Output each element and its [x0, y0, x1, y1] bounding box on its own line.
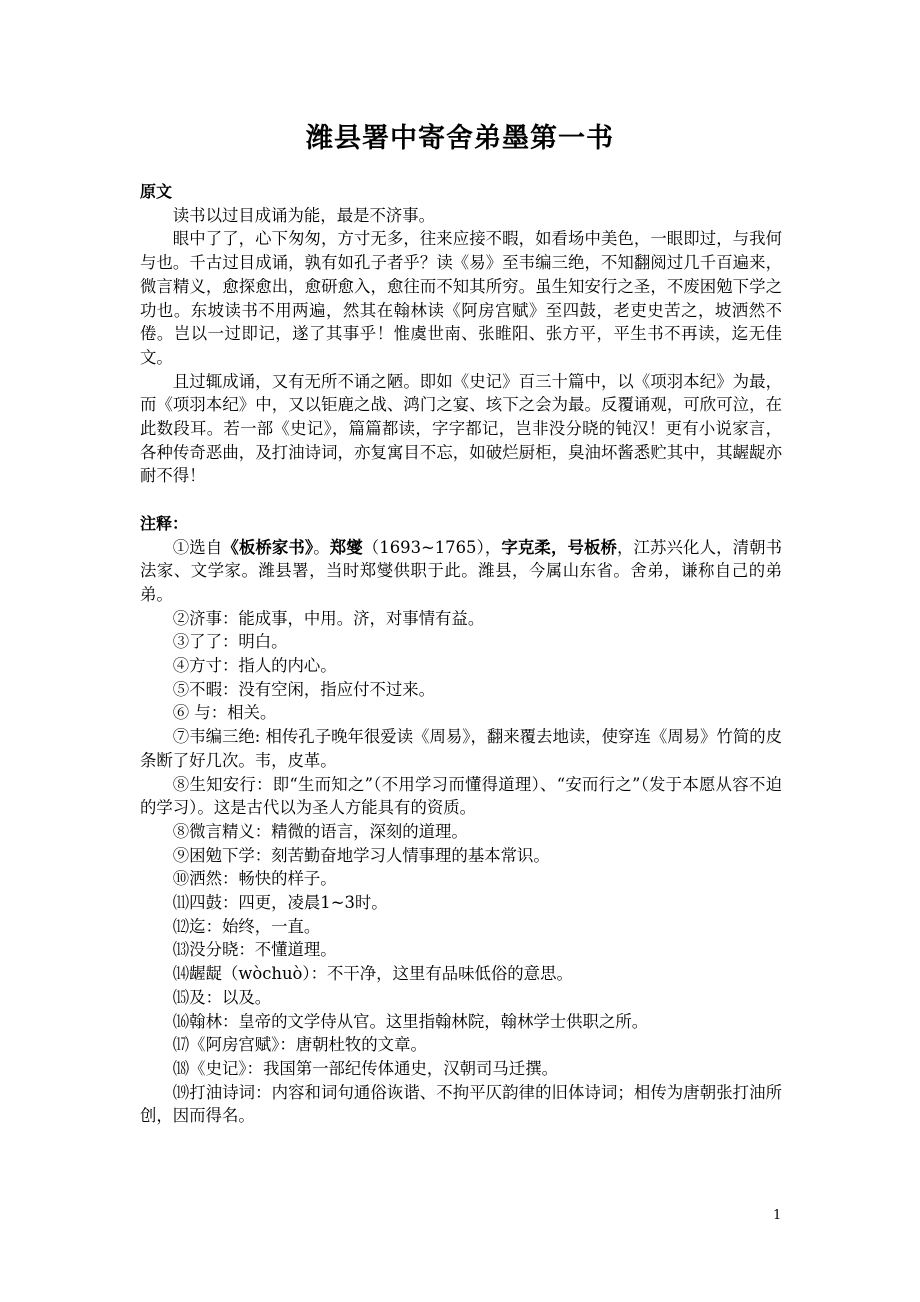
document-title: 潍县署中寄舍弟墨第一书 [306, 123, 614, 154]
note-item: ⒆打油诗词：内容和词句通俗诙谐、不拘平仄韵律的旧体诗词；相传为唐朝张打油所创，因而得名。 [140, 1082, 782, 1126]
note-item: ⒃翰林：皇帝的文学侍从官。这里指翰林院，翰林学士供职之所。 [172, 1011, 649, 1031]
section-gap [140, 488, 782, 512]
note-bold-text: 《板桥家书》 [222, 537, 314, 557]
note-item: ⒁龌龊（wòchuò）：不干净，这里有品味低俗的意思。 [172, 964, 573, 984]
original-paragraph: 读书以过目成诵为能，最是不济事。 [172, 205, 436, 225]
page-number: 1 [773, 1208, 782, 1223]
note-item: ②济事：能成事，中用。济，对事情有益。 [172, 608, 485, 628]
note-item: ⑾四鼓：四更，凌晨1~3时。 [172, 893, 388, 913]
original-paragraph: 眼中了了，心下匆匆，方寸无多，往来应接不暇，如看场中美色，一眼即过，与我何与也。千古过目成诵，孰有如孔子者乎？读《易》至韦编三绝，不知翻阅过几千百遍来，微言精义，愈探愈出，愈研愈入，愈往而不知其所穷。虽生知安行之圣，不废困勉下学之功也。东坡读书不用两遍，然其在翰林读《阿房宫赋》至四鼓，老吏史苦之，坡洒然不倦。岂以一过即记，遂了其事乎！惟虞世南、张睢阳、张方平，平生书不再读，迄无佳文。 [140, 229, 782, 367]
note-item: ⑥ 与：相关。 [172, 703, 277, 723]
note-item: ⑧生知安行：即“生而知之”（不用学习而懂得道理）、“安而行之”（发于本愿从容不迫的学习）。这是古代以为圣人方能具有的资质。 [140, 774, 782, 818]
note-item: ④方寸：指人的内心。 [172, 656, 337, 676]
note-text: 。 [313, 537, 330, 557]
original-paragraph: 且过辄成诵，又有无所不诵之陋。即如《史记》百三十篇中，以《项羽本纪》为最，而《项羽本纪》中，又以钜鹿之战、鸿门之宴、垓下之会为最。反覆诵观，可欣可泣，在此数段耳。若一部《史记》，篇篇都读，字字都记，岂非没分晓的钝汉！更有小说家言，各种传奇恶曲，及打油诗词，亦复寓目不忘，如破烂厨柜，臭油坏酱悉贮其中，其龌龊亦耐不得！ [140, 371, 782, 486]
original-heading: 原文 [140, 182, 173, 201]
note-text: ①选自 [172, 537, 223, 557]
note-item: ⑿迄：始终，一直。 [172, 916, 321, 936]
note-item: ③了了：明白。 [172, 632, 288, 652]
note-item: ⒀没分晓：不懂道理。 [172, 940, 337, 960]
note-item: ⒄《阿房宫赋》：唐朝杜牧的文章。 [172, 1035, 427, 1055]
note-item: ⒅《史记》：我国第一部纪传体通史，汉朝司马迁撰。 [172, 1059, 558, 1078]
note-bold-text: 郑燮 [329, 537, 363, 557]
document-body [140, 180, 782, 1128]
note-item: ⑦韦编三绝: 相传孔子晚年很爱读《周易》，翻来覆去地读，使穿连《周易》竹简的皮条断了好几次。韦，皮革。 [140, 727, 782, 770]
note-item: ⑤不暇：没有空闲，指应付不过来。 [172, 679, 436, 699]
note-item: ⑧微言精义：精微的语言，深刻的道理。 [172, 821, 468, 841]
note-item [140, 536, 782, 607]
note-item: ⑩洒然：畅快的样子。 [172, 869, 337, 889]
note-bold-text: 字克柔，号板桥 [501, 537, 617, 557]
note-text: （1693~1765）， [362, 537, 502, 557]
notes-heading: 注释： [140, 513, 189, 533]
note-item: ⒂及：以及。 [172, 987, 272, 1007]
note-text: ，江苏兴化人，清朝书法家、文学家。潍县署，当时郑燮供职于此。潍县，今属山东省。舍弟，谦称自己的弟弟。 [140, 537, 783, 604]
note-item: ⑨困勉下学：刻苦勤奋地学习人情事理的基本常识。 [172, 845, 550, 865]
